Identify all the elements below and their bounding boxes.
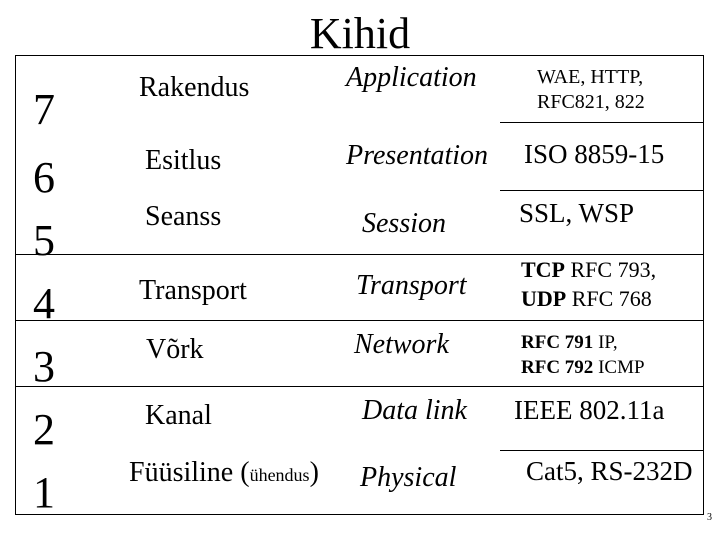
protocols-7-line2: RFC821, 822	[537, 91, 645, 113]
protocol-ip: IP,	[593, 332, 618, 353]
layer-name-en-7: Application	[346, 62, 477, 93]
protocols-layer-2: IEEE 802.11a	[514, 395, 665, 425]
divider-2-1	[500, 450, 704, 451]
layer-number-3: 3	[33, 342, 55, 391]
protocol-tcp-rfc: RFC 793,	[565, 257, 657, 282]
page-number: 3	[707, 512, 712, 523]
layer-name-et-7: Rakendus	[139, 72, 250, 103]
protocols-layer-1: Cat5, RS-232D	[526, 456, 693, 486]
layer-number-5: 5	[33, 216, 55, 265]
layer-name-en-5: Session	[362, 208, 446, 239]
layer-name-et-5: Seanss	[145, 201, 222, 232]
layer-name-et-1	[129, 459, 319, 487]
layer-name-et-2: Kanal	[145, 400, 212, 431]
layer-number-1: 1	[33, 468, 55, 517]
layer-name-en-3: Network	[354, 329, 449, 360]
protocols-7-line1: WAE, HTTP,	[537, 66, 644, 88]
protocols-layer-4	[521, 256, 656, 313]
divider-4-3	[15, 320, 704, 321]
protocols-3-line1	[521, 331, 645, 356]
layer-name-en-6: Presentation	[346, 140, 489, 171]
protocol-tcp: TCP	[521, 257, 565, 282]
protocol-rfc792: RFC 792	[521, 356, 594, 378]
protocols-4-line1	[521, 256, 656, 285]
divider-7-6	[500, 122, 704, 123]
divider-5-4	[15, 254, 704, 255]
protocols-layer-3	[521, 331, 645, 380]
slide-title: Kihid	[309, 9, 411, 58]
layer-name-en-4: Transport	[356, 270, 467, 301]
protocols-layer-5: SSL, WSP	[519, 198, 635, 228]
layer-name-et-1-small: ühendus	[249, 465, 310, 485]
layer-name-et-3: Võrk	[146, 334, 204, 365]
layer-name-et-1-main: Füüsiline (	[129, 457, 250, 488]
divider-3-2	[15, 386, 704, 387]
layer-name-et-1-close: )	[309, 457, 319, 488]
layer-name-et-4: Transport	[139, 275, 247, 306]
layer-number-2: 2	[33, 405, 55, 454]
layer-name-en-2: Data link	[362, 395, 467, 426]
protocol-udp: UDP	[521, 285, 567, 311]
protocols-3-line2	[521, 356, 645, 381]
protocol-udp-rfc: RFC 768	[566, 285, 652, 311]
protocols-4-line2	[521, 285, 656, 314]
layer-number-7: 7	[33, 85, 55, 134]
layer-number-6: 6	[33, 153, 55, 202]
protocol-rfc791: RFC 791	[521, 332, 594, 353]
layer-name-en-1: Physical	[360, 462, 457, 493]
divider-6-5	[500, 190, 704, 191]
protocols-layer-7	[537, 65, 645, 115]
protocols-layer-6: ISO 8859-15	[524, 139, 665, 169]
layer-name-et-6: Esitlus	[145, 145, 222, 176]
layer-number-4: 4	[33, 279, 55, 328]
protocol-icmp: ICMP	[593, 356, 645, 378]
